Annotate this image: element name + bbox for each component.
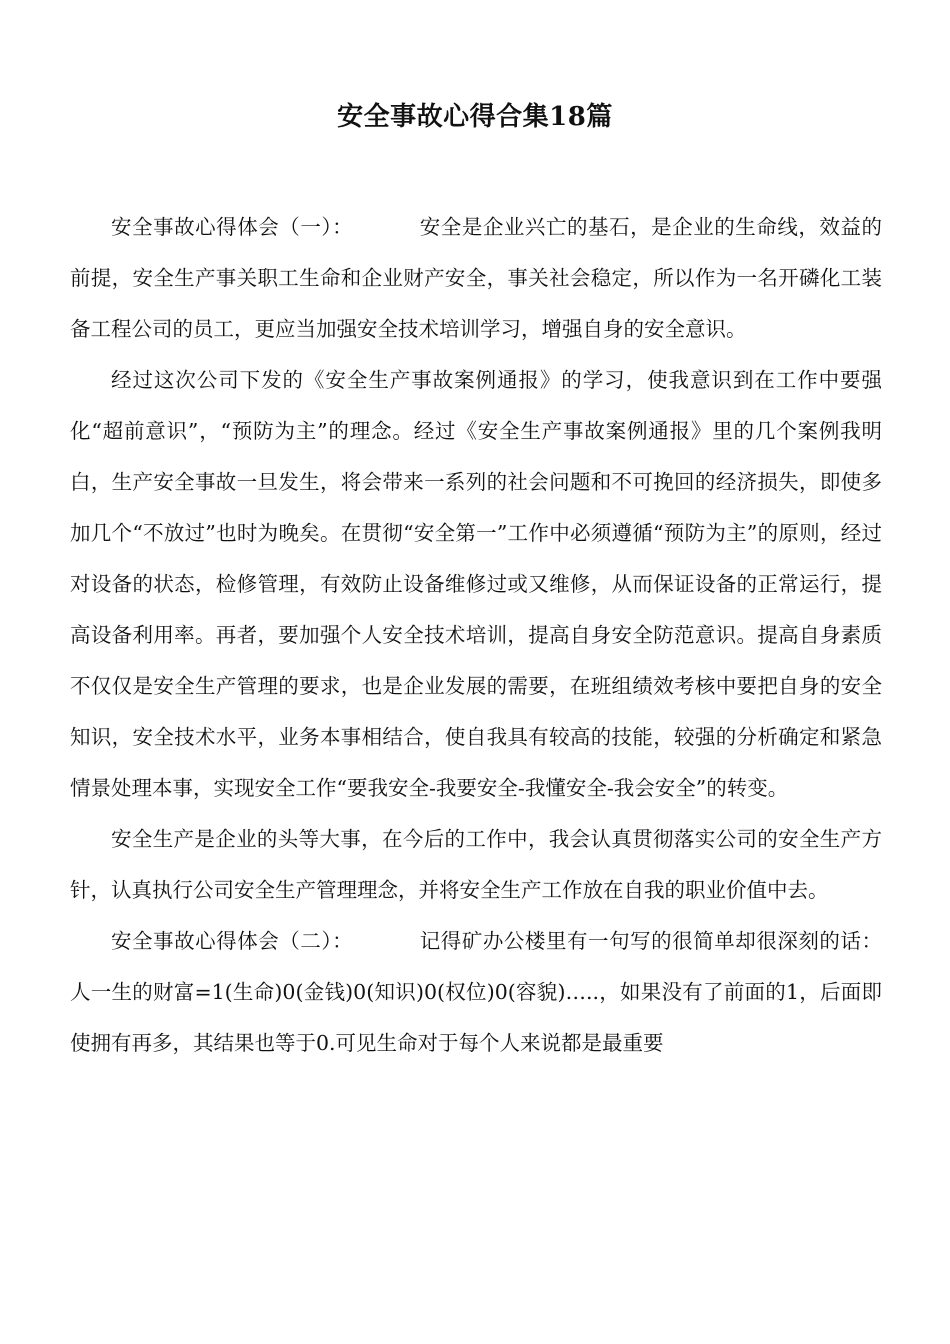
paragraph-3 xyxy=(70,814,882,916)
document-body xyxy=(70,202,882,1069)
section-heading-2: 安全事故心得体会（二）： xyxy=(111,929,354,953)
paragraph-4-text: 记得矿办公楼里有一句写的很简单却很深刻的话：人一生的财富=1(生命)0(金钱)0(知识)0(权位)0(容貌)…..，如果没有了前面的1，后面即使拥有再多，其结果也等于0.可见生命对于每个人来说都是最重要 xyxy=(70,929,883,1055)
section-heading-1: 安全事故心得体会（一）： xyxy=(111,215,354,239)
paragraph-3-text: 安全生产是企业的头等大事，在今后的工作中，我会认真贯彻落实公司的安全生产方针，认真执行公司安全生产管理理念，并将安全生产工作放在自我的职业价值中去。 xyxy=(70,827,882,902)
paragraph-2 xyxy=(70,355,882,814)
paragraph-2-text: 经过这次公司下发的《安全生产事故案例通报》的学习，使我意识到在工作中要强化“超前意识”，“预防为主”的理念。经过《安全生产事故案例通报》里的几个案例我明白，生产安全事故一旦发生，将会带来一系列的社会问题和不可挽回的经济损失，即使多加几个“不放过”也时为晚矣。在贯彻“安全第一”工作中必须遵循“预防为主”的原则，经过对设备的状态，检修管理，有效防止设备维修过或又维修，从而保证设备的正常运行，提高设备利用率。再者，要加强个人安全技术培训，提高自身安全防范意识。提高自身素质不仅仅是安全生产管理的要求，也是企业发展的需要，在班组绩效考核中要把自身的安全知识，安全技术水平，业务本事相结合，使自我具有较高的技能，较强的分析确定和紧急情景处理本事，实现安全工作“要我安全-我要安全-我懂安全-我会安全”的转变。 xyxy=(70,368,882,800)
document-title: 安全事故心得合集18篇 xyxy=(337,102,613,132)
paragraph-1 xyxy=(70,202,882,355)
paragraph-1-text: 安全是企业兴亡的基石，是企业的生命线，效益的前提，安全生产事关职工生命和企业财产安全，事关社会稳定，所以作为一名开磷化工装备工程公司的员工，更应当加强安全技术培训学习，增强自身的安全意识。 xyxy=(70,215,883,341)
paragraph-4 xyxy=(70,916,882,1069)
